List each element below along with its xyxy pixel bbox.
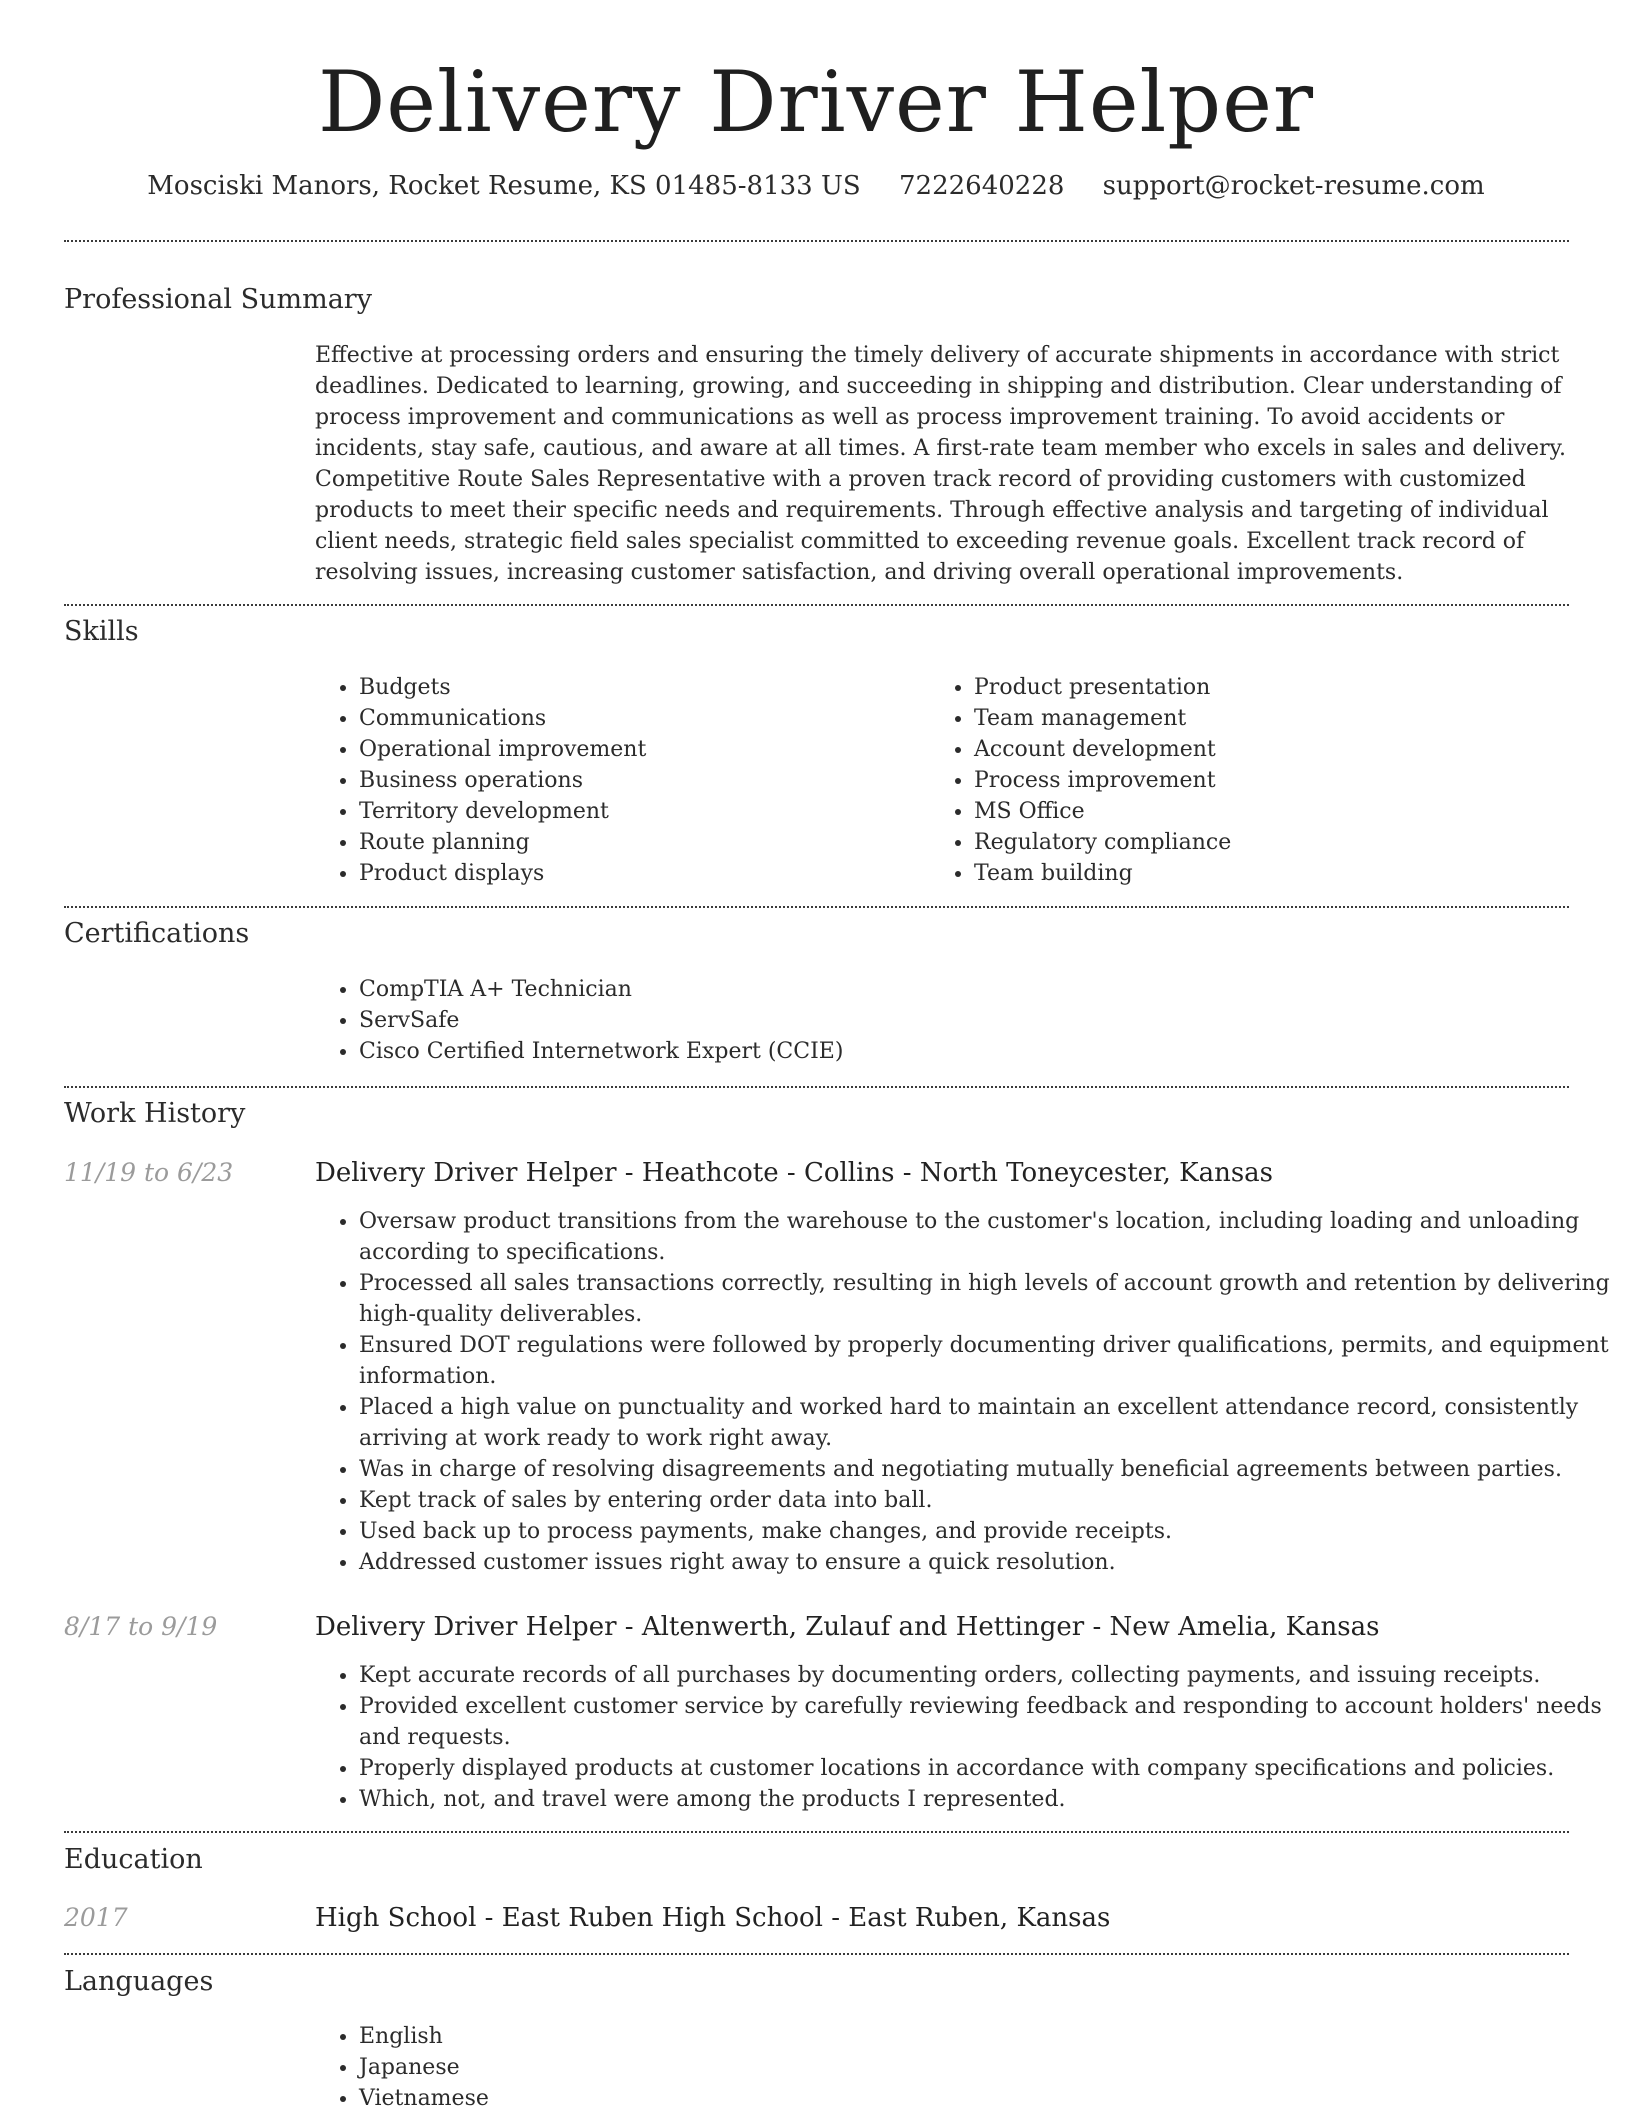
skill-item: • Business operations [359,765,919,796]
skill-item: • Communications [359,703,919,734]
candidate-name: Delivery Driver Helper [317,53,1315,151]
job-bullet: • Used back up to process payments, make changes, and provide receipts. [359,1516,1619,1547]
job-bullet: • Kept accurate records of all purchases by documenting orders, collecting payments, and issuing receipts. [359,1660,1619,1691]
job-bullet: • Processed all sales transactions correctly, resulting in high levels of account growth and retention by delivering high-quality deliverables. [359,1268,1619,1330]
skill-item: • Product displays [359,858,919,889]
section-title-skills: Skills [64,616,139,647]
job-heading: Delivery Driver Helper - Heathcote - Collins - North Toneycester, Kansas [315,1158,1274,1188]
skill-item: • MS Office [974,796,1574,827]
skill-item: • Account development [974,734,1574,765]
job-bullet: • Placed a high value on punctuality and worked hard to maintain an excellent attendance record, consistently arriving at work ready to work right away. [359,1392,1619,1454]
section-title-work-history: Work History [64,1098,246,1129]
divider [64,906,1569,908]
job-bullet: • Oversaw product transitions from the warehouse to the customer's location, including loading and unloading according to specifications. [359,1206,1619,1268]
skill-item: • Budgets [359,672,919,703]
section-title-summary: Professional Summary [64,284,372,315]
skills-list-right [930,672,1574,889]
certifications-list [315,974,1559,1067]
skill-item: • Regulatory compliance [974,827,1574,858]
divider [64,1953,1569,1955]
skill-item: • Product presentation [974,672,1574,703]
skill-item: • Team building [974,858,1574,889]
job-dates: 11/19 to 6/23 [64,1158,234,1187]
job-bullets [315,1206,1619,1578]
skill-item: • Process improvement [974,765,1574,796]
contact-phone: 7222640228 [898,171,1065,201]
summary-text: Effective at processing orders and ensuring the timely delivery of accurate shipments in accordance with strict deadlines. Dedicated to learning, growing, and succeeding in shipping and distribution. Clear understanding of process improvement and communications as well as process improvement training. To avoid accidents or incidents, stay safe, cautious, and aware at all times. A first-rate team member who excels in sales and delivery. Competitive Route Sales Representative with a proven track record of providing customers with customized products to meet their specific needs and requirements. Through effective analysis and targeting of individual client needs, strategic field sales specialist committed to exceeding revenue goals. Excellent track record of resolving issues, increasing customer satisfaction, and driving overall operational improvements. [315,343,1567,585]
job-bullet: • Was in charge of resolving disagreements and negotiating mutually beneficial agreements between parties. [359,1454,1619,1485]
education-heading: High School - East Ruben High School - East Ruben, Kansas [315,1903,1111,1933]
skill-item: • Operational improvement [359,734,919,765]
divider [64,1831,1569,1833]
contact-line [0,168,1632,204]
job-bullet: • Kept track of sales by entering order data into ball. [359,1485,1619,1516]
skill-item: • Team management [974,703,1574,734]
section-title-certifications: Certifications [64,918,250,949]
job-bullet: • Which, not, and travel were among the products I represented. [359,1784,1619,1815]
language-item: • Vietnamese [359,2083,959,2114]
contact-email: support@rocket-resume.com [1102,171,1485,201]
certification-item: • ServSafe [359,1005,1559,1036]
skills-list-left [315,672,919,889]
job-dates: 8/17 to 9/19 [64,1612,218,1641]
languages-list [315,2021,959,2114]
job-bullet: • Provided excellent customer service by carefully reviewing feedback and responding to account holders' needs and requests. [359,1691,1619,1753]
language-item: • Japanese [359,2052,959,2083]
section-title-education: Education [64,1844,203,1875]
certification-item: • CompTIA A+ Technician [359,974,1559,1005]
section-title-languages: Languages [64,1966,214,1997]
job-bullet: • Addressed customer issues right away to ensure a quick resolution. [359,1547,1619,1578]
job-bullet: • Ensured DOT regulations were followed by properly documenting driver qualifications, permits, and equipment information. [359,1330,1619,1392]
contact-address: Mosciski Manors, Rocket Resume, KS 01485-8133 US [147,171,861,201]
job-heading: Delivery Driver Helper - Altenwerth, Zulauf and Hettinger - New Amelia, Kansas [315,1612,1380,1642]
job-bullets [315,1660,1619,1815]
education-year: 2017 [64,1903,128,1932]
job-bullet: • Properly displayed products at customer locations in accordance with company specifications and policies. [359,1753,1619,1784]
divider [64,240,1569,242]
skill-item: • Route planning [359,827,919,858]
language-item: • English [359,2021,959,2052]
skill-item: • Territory development [359,796,919,827]
divider [64,1086,1569,1088]
divider [64,604,1569,606]
certification-item: • Cisco Certified Internetwork Expert (CCIE) [359,1036,1559,1067]
